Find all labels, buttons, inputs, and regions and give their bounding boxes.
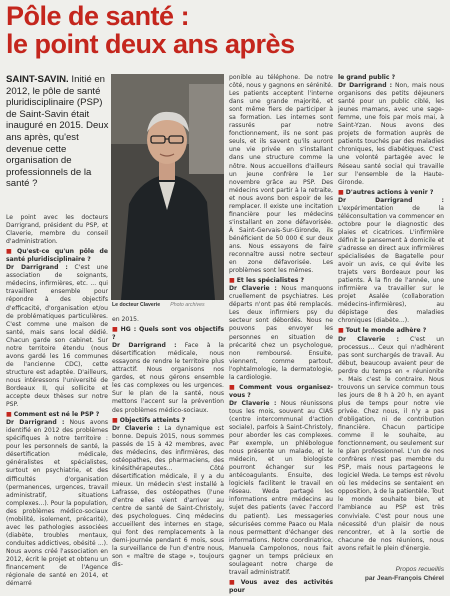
answer-paragraph: Dr Claverie : La dynamique est bonne. Depuis 2015, nous sommes passés de 15 à 42 membres, avec des médecins, des infirmières, des ostéopathes, des pharmaciens, des kinésithérapeutes... Côté désertification médicale, il y a du mieux. Un médecin s'est installé à Lafrasse, des ostéopathes (l'une d'entre elles vient d'arriver au centre de santé de Saint-Christoly, des psychologues. Cinq médecins accueillent des internes en stage, qui font des remplacements à la demi-journée pendant 6 mois, sous la surveillance de l'un d'entre nous, son « maître de stage », toujours dis- — [112, 424, 224, 569]
portrait-photo — [111, 74, 224, 300]
byline — [365, 565, 444, 583]
question-heading: ■ HG : Quels sont vos objectifs ? — [112, 326, 224, 342]
answer-paragraph: Dr Claverie : Nous réunissons tous les mois, souvent au CIAS (centre intercommunal d'action sociale), parfois à Saint-Christoly, pour aborder les cas complexes. Par exemple, un phlébologue nous présente un malade, et le médecin, et un biologiste pourront échanger sur les antécoagulants. Ensuite, des logiciels facilitent le travail en réseau. Weda partagé les informations entre médecins au sujet des patients (avec l'accord du patient). Les messageries sécurisées comme Paaco ou Mala nous permettent d'échanger des informations. Notre coordinatrice, Manuela Campolonos, nous fait gagner un temps précieux en soulageant notre charge de travail administratif. — [229, 399, 334, 576]
column-3 — [229, 74, 333, 595]
caption-text: Le docteur Claverie — [112, 302, 161, 308]
continuation-text: ponible au téléphone. De notre côté, nous y gagnons en sérénité. Les patients acceptent l'interne dans une grande majorité, et sont même fiers de participer à sa formation. Les internes sont rassurés par notre fonctionnement, ils ne sont pas seuls, et ils savent qu'ils auront une vie privée en s'installant dans une structure comme la nôtre. Nous accueillons d'ailleurs un jeune confrère le 1er novembre grâce au PSP. Des médecins vont partir à la retraite, et nous avons bon espoir de les remplacer. Il existe une incitation financière pour les médecins s'installant en zone défavorisée. À Saint-Gervais-Sur-Gironde, ils bénéficient de 50 000 € sur deux ans. Nous essayons de faire reconnaître aussi notre secteur en zone défavorisée. Les problèmes sont les mêmes. — [229, 74, 333, 275]
column-1 — [6, 214, 108, 588]
answer-paragraph: Dr Darrigrand : Nous avons identifié en 2012 des problèmes spécifiques à notre territoire : pour les personnels de santé, la désertification médicale, généralistes et spécialistes, surtout en psychiatrie, et des difficultés d'organisation (permanences, urgences, travail administratif, situations complexes...). Pour la population, des problèmes médico-sociaux (mobilité, isolement, précarité), avec les pathologies associées (diabète, troubles mentaux, conduites addictives, obésité ...). Nous avons créé l'association en 2012, écrit le projet et obtenu un financement de l'Agence régionale de santé en 2014, et démarré — [6, 419, 108, 588]
question-continuation: le grand public ? — [338, 74, 396, 81]
photo-credit: Photo archives — [170, 302, 205, 308]
question-heading: ■ Vous avez des activités pour — [229, 578, 333, 594]
intro-text: Initié en 2012, le pôle de santé pluridisciplinaire (PSP) de Saint-Savin était inauguré en 2015. Deux ans après, qu'est devenue cette organisation de professionnels de la santé ? — [6, 74, 109, 190]
answer-paragraph: Dr Darrigrand : Face à la désertification médicale, nous essayons de rendre le territoire plus attractif. Nous organisons nos gardes, et nous gérons ensemble les cas complexes ou les urgences. Sur le plan de la santé, nous mettons l'accent sur la prévention des problèmes médico-sociaux. — [112, 342, 224, 414]
column-4 — [338, 74, 444, 553]
lead-paragraph: Le point avec les docteurs Darrigrand, président du PSP, et Claverie, membre du conseil d'administration. — [6, 214, 108, 246]
byline-author: par Jean-François Chérel — [364, 575, 444, 582]
question-heading: ■ Objectifs atteints ? — [112, 416, 186, 424]
question-heading: ■ Et les spécialistes ? — [229, 277, 305, 285]
question-heading: ■ D'autres actions à venir ? — [338, 188, 434, 196]
column-2 — [112, 316, 224, 569]
question-heading: ■ Comment est né le PSP ? — [6, 411, 100, 419]
title-line-1: Pôle de santé : — [6, 1, 190, 31]
byline-label: Propos recueillis — [395, 566, 444, 573]
answer-paragraph: Dr Darrigrand : C'est une association de soignants, médecins, infirmières, etc. ... qui travaillent ensemble pour répondre à des objectifs d'efficacité, d'organisation et/ou de problématiques particulières. C'est comme une maison de santé, mais sans local dédié. Chacun garde son cabinet. Sur notre territoire étendu (nous avons gardé les 16 communes de l'ancienne CDC), cette structure est adaptée. D'ailleurs, nous intéressons l'université de Bordeaux II, qui sollicite et accepte deux thèses sur notre PSP. — [6, 264, 109, 409]
answer-paragraph: Dr Darrigrand : L'expérimentation de la téléconsultation va commencer en octobre pour le diagnostic des plaies et cicatrices. L'infirmière définit le pansement à domicile et s'adresse en direct aux infirmières spécialisées de Bagatelle pour avoir un avis, ce qui évite les trajets vers Bordeaux pour les patients. À la fin de l'année, une infirmière va travailler sur le projet Asalée (collaboration médecins-infirmières), au dépistage des maladies chroniques (diabète...). — [338, 196, 444, 325]
dateline: SAINT-SAVIN. — [6, 74, 69, 85]
photo-caption — [112, 302, 224, 308]
article-intro — [6, 74, 110, 190]
portrait-illustration — [111, 74, 224, 300]
question-heading: ■ Tout le monde adhère ? — [338, 327, 427, 335]
continuation-text: en 2015. — [112, 316, 139, 323]
answer-paragraph: Dr Claverie : C'est un processus... Ceux qui n'adhèrent pas sont surchargés de travail. Au début, beaucoup avaient peur de perdre du temps en « réunionite ». Mais c'est le contraire. Nous trouvons un service commun tous les jours de 8 h à 20 h, en ayant plus de temps pour notre vie privée. Chez nous, il n'y a pas d'obligation, ni de contribution financière. Chacun participe comme il le souhaite, au fonctionnement, ou seulement sur le plan professionnel. L'un de nos confrères n'est pas membre du PSP, mais nous partageons le logiciel Weda. Le temps est révolu où les médecins se sentaient en opposition, à de la patientèle. Tout le monde souhaite bien, et l'ambiance au PSP est très conviviale. C'est pour nous une nécessité d'un plaisir de nous rencontrer, et à la sortie de chacune de nos réunions, nous avons refait le plein d'énergie. — [338, 335, 445, 552]
article-title — [6, 2, 446, 58]
question-heading: ■ Comment vous organisez-vous ? — [229, 383, 333, 399]
title-line-2: le point deux ans après — [6, 29, 295, 59]
answer-paragraph: Dr Darrigrand : Non, mais nous organisons des petits déjeuners santé pour un public ciblé, les jeunes mamans, avec une sage-femme, une fois par mois mai, à Saint-Yzan. Nous avons des projets de formation auprès de patients touchés par des maladies chroniques, les diabétiques. C'est une volonté partagée avec le Réseau santé social qui travaille sur l'ensemble de la Haute-Gironde. — [338, 82, 444, 186]
answer-paragraph: Dr Claverie : Nous manquons cruellement de psychiatres. Les départs n'ont pas été remplacés. Les deux infirmiers psy du secteur sont débordés. Nous ne pouvons pas envoyer les personnes en situation de précarité chez un psychologue, non remboursé. Ensuite, viennent, comme partout, l'ophtalmologie, la dermatologie, la cardiologie. — [229, 285, 334, 381]
question-heading: ■ Qu'est-ce qu'un pôle de santé pluridisciplinaire ? — [6, 248, 108, 264]
